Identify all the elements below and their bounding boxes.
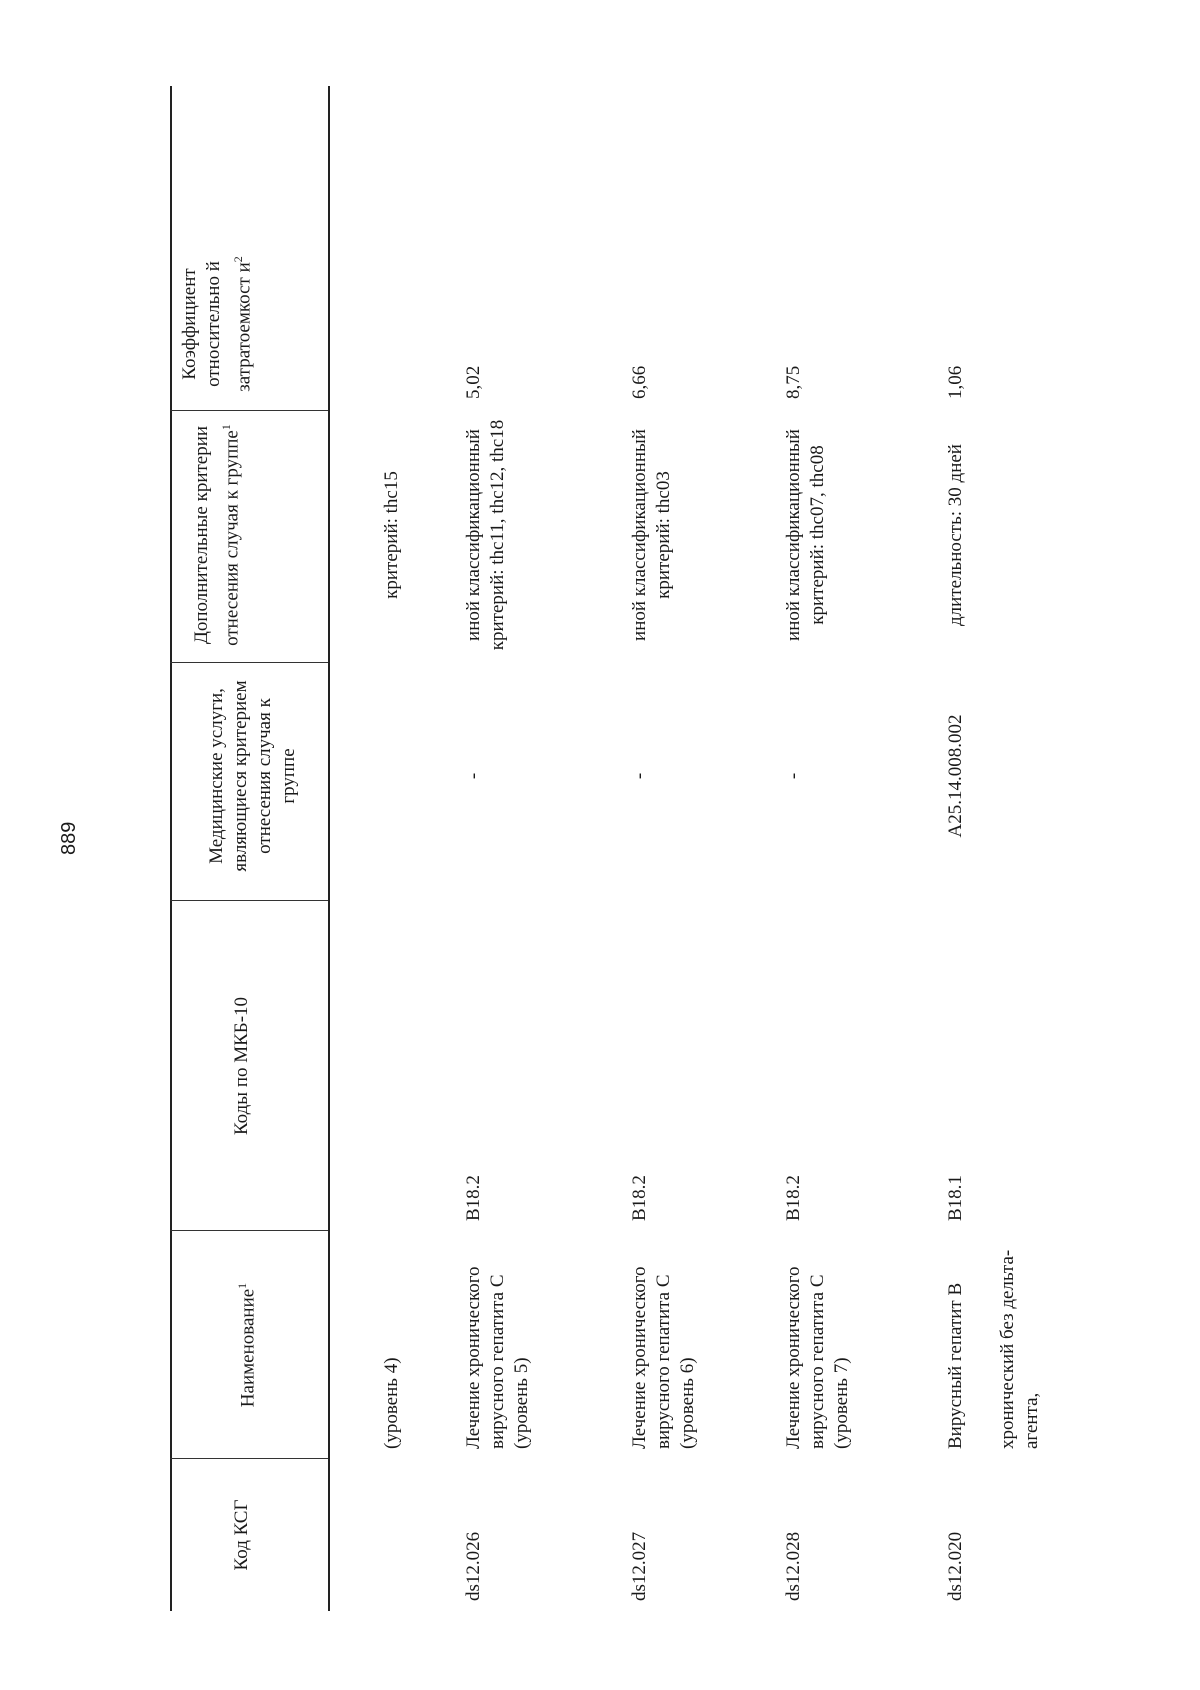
row3-code: ds12.028 — [783, 1531, 804, 1601]
row1-code: ds12.026 — [463, 1531, 484, 1601]
row2-services: - — [629, 772, 650, 780]
col-sep-4 — [170, 662, 328, 663]
row1-coef: 5,02 — [463, 365, 484, 399]
row3-name: Лечение хронического вирусного гепатита С (уровень 7) — [783, 1266, 852, 1449]
row2-name: Лечение хронического вирусного гепатита С (уровень 6) — [629, 1266, 698, 1449]
row4-name: Вирусный гепатит В — [945, 1282, 966, 1449]
row4-mkb: B18.1 — [945, 1175, 966, 1221]
header-coef — [178, 249, 256, 399]
row1-criteria: иной классификационный критерий: thc11, thc12, thc18 — [463, 419, 508, 651]
row2-code: ds12.027 — [629, 1531, 650, 1601]
header-criteria-text: Дополнительные критерии отнесения случая к группе — [191, 425, 243, 646]
row4-name-cont: хронический без дельта- агента, — [997, 1249, 1042, 1449]
header-name — [230, 1231, 260, 1459]
row4-coef: 1,06 — [945, 365, 966, 399]
header-criteria-sup: 1 — [219, 424, 233, 431]
continuation-name: (уровень 4) — [381, 1357, 402, 1449]
header-coef-sup: 2 — [231, 256, 245, 263]
row2-mkb: B18.2 — [629, 1175, 650, 1221]
header-name-text: Наименование — [237, 1288, 259, 1408]
header-name-sup: 1 — [235, 1282, 249, 1289]
row1-mkb: B18.2 — [463, 1175, 484, 1221]
row3-criteria: иной классификационный критерий: thc07, thc08 — [783, 429, 828, 641]
header-criteria — [190, 417, 244, 653]
row3-coef: 8,75 — [783, 365, 804, 399]
row4-code: ds12.020 — [945, 1531, 966, 1601]
row4-services: A25.14.008.002 — [945, 714, 966, 838]
row1-name: Лечение хронического вирусного гепатита С (уровень 5) — [463, 1266, 532, 1449]
row4-criteria: длительность: 30 дней — [945, 444, 966, 626]
header-code: Код КСГ — [231, 1499, 252, 1571]
col-sep-5 — [170, 410, 328, 411]
rotated-table — [170, 86, 1075, 1611]
header-bottom-rule — [328, 86, 330, 1611]
row1-services: - — [463, 772, 484, 780]
header-coef-text: Коэффициент относительно й затратоемкост и — [179, 261, 255, 392]
row3-mkb: B18.2 — [783, 1175, 804, 1221]
continuation-criteria: критерий: thc15 — [381, 471, 402, 599]
header-mkb: Коды по МКБ-10 — [231, 996, 252, 1136]
header-services: Медицинские услуги, являющиеся критерием отнесения случая к группе — [206, 680, 299, 872]
row2-coef: 6,66 — [629, 365, 650, 399]
row3-services: - — [783, 772, 804, 780]
row2-criteria: иной классификационный критерий: thc03 — [629, 429, 674, 641]
table-top-rule — [170, 86, 172, 1611]
page-number: 889 — [58, 821, 80, 855]
